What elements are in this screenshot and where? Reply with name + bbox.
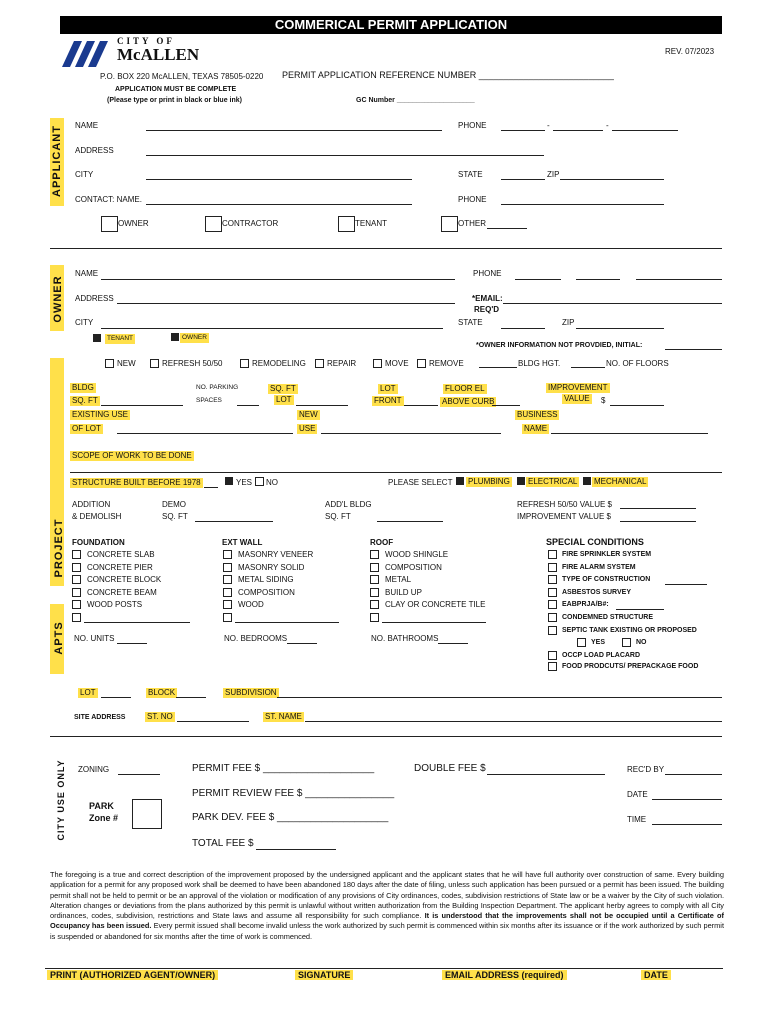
repair-checkbox[interactable]	[315, 359, 324, 368]
business-name-field[interactable]	[551, 433, 708, 434]
above-curb-label: ABOVE CURB	[442, 397, 495, 406]
bldg-sqft-field[interactable]	[101, 405, 183, 406]
owner-email-label: *EMAIL:	[472, 294, 503, 303]
addl-bldg-label: ADD'L BLDG	[325, 500, 372, 509]
septic-yes-checkbox[interactable]	[577, 638, 586, 647]
email-address-label: EMAIL ADDRESS (required)	[442, 970, 567, 980]
option-checkbox[interactable]	[72, 575, 81, 584]
gc-number-field[interactable]: GC Number ____________________	[356, 97, 475, 104]
addl-sqft-field[interactable]	[377, 521, 443, 522]
option-label: CONCRETE SLAB	[87, 550, 155, 559]
plumbing-checkbox[interactable]	[456, 477, 464, 485]
tenant-checkbox[interactable]	[338, 216, 355, 232]
bldg-hgt-field[interactable]	[479, 367, 517, 368]
type-other-label: OTHER	[458, 219, 486, 228]
ext-wall-other-checkbox[interactable]	[223, 613, 232, 622]
option-label: WOOD POSTS	[87, 600, 143, 610]
other-checkbox[interactable]	[441, 216, 458, 232]
floors-field[interactable]	[571, 367, 605, 368]
lot-label: LOT	[276, 395, 292, 404]
applicant-address-label: ADDRESS	[75, 146, 114, 155]
option-label: CONCRETE PIER	[87, 562, 153, 572]
option-checkbox[interactable]	[72, 550, 81, 559]
city-use-section-label: CITY USE ONLY	[56, 759, 66, 841]
yes-label: YES	[236, 478, 253, 487]
structure-1978-field[interactable]	[204, 487, 218, 488]
bldg-sqft-label: SQ. FT	[72, 396, 98, 405]
business-label: BUSINESS	[517, 410, 558, 419]
septic-no-checkbox[interactable]	[622, 638, 631, 647]
use-label: USE	[299, 424, 316, 433]
foundation-title: FOUNDATION	[72, 538, 125, 547]
section-divider	[50, 736, 722, 737]
refresh-value-field[interactable]	[620, 508, 696, 509]
roof-other-field[interactable]	[382, 622, 486, 623]
improvement-value-label: IMPROVEMENT VALUE $	[517, 512, 611, 521]
option-checkbox[interactable]	[223, 600, 232, 609]
mechanical-label: MECHANICAL	[594, 477, 647, 486]
structure-yes-checkbox[interactable]	[225, 477, 233, 485]
special-condition-label: CONDEMNED STRUCTURE	[562, 614, 653, 621]
food-label: FOOD PRODCUTS/ PREPACKAGE FOOD	[562, 663, 699, 670]
foundation-other-checkbox[interactable]	[72, 613, 81, 622]
demolish-label: & DEMOLISH	[72, 512, 122, 521]
applicant-city-label: CITY	[75, 170, 94, 179]
option-label: METAL	[385, 575, 412, 585]
site-lot-field[interactable]	[101, 697, 131, 698]
units-field[interactable]	[117, 643, 147, 644]
option-label: MASONRY VENEER	[238, 550, 314, 559]
logo-address: P.O. BOX 220 McALLEN, TEXAS 78505-0220	[100, 72, 264, 81]
option-checkbox[interactable]	[223, 588, 232, 597]
owner-city-label: CITY	[75, 318, 94, 327]
refresh-checkbox[interactable]	[150, 359, 159, 368]
new-use-field[interactable]	[321, 433, 501, 434]
improvement-value-total-field[interactable]	[620, 521, 696, 522]
time-field[interactable]	[652, 824, 722, 825]
date-label: DATE	[641, 970, 671, 980]
must-be-complete: APPLICATION MUST BE COMPLETE	[115, 86, 237, 93]
bathrooms-field[interactable]	[438, 643, 468, 644]
signature-line[interactable]	[45, 968, 723, 969]
owner-phone-area[interactable]	[515, 279, 561, 280]
demo-label: DEMO	[162, 500, 186, 509]
phone-dash: -	[547, 121, 550, 130]
plumbing-label: PLUMBING	[468, 477, 510, 486]
ink-instruction: (Please type or print in black or blue ink)	[107, 97, 242, 104]
of-lot-label: OF LOT	[72, 424, 101, 433]
street-number-field[interactable]	[177, 721, 249, 722]
owner-label: OWNER	[182, 334, 207, 341]
remove-checkbox[interactable]	[417, 359, 426, 368]
logo-mcallen: McALLEN	[117, 45, 200, 64]
special-conditions-title: SPECIAL CONDITIONS	[546, 537, 644, 547]
apts-section-label: APTS	[53, 621, 65, 655]
no-label: NO	[266, 478, 278, 487]
owner-address-label: ADDRESS	[75, 294, 114, 303]
owner-checkbox[interactable]	[171, 333, 179, 341]
option-checkbox[interactable]	[223, 563, 232, 572]
option-checkbox[interactable]	[370, 550, 379, 559]
new-checkbox[interactable]	[105, 359, 114, 368]
existing-use-field[interactable]	[117, 433, 293, 434]
park-fee-field[interactable]: PARK DEV. FEE $ ____________________	[192, 812, 389, 823]
option-checkbox[interactable]	[370, 575, 379, 584]
signature-label: SIGNATURE	[295, 970, 353, 980]
business-name-label: NAME	[524, 424, 548, 433]
double-fee-field[interactable]	[487, 774, 605, 775]
option-checkbox[interactable]	[370, 600, 379, 609]
owner-address-field[interactable]	[117, 303, 455, 304]
option-label: CONCRETE BLOCK	[87, 575, 162, 585]
refresh-value-label: REFRESH 50/50 VALUE $	[517, 500, 613, 509]
owner-checkbox[interactable]	[101, 216, 118, 232]
dollar-sign: $	[601, 396, 606, 405]
move-label: MOVE	[385, 359, 409, 368]
special-condition-label: ASBESTOS SURVEY	[562, 588, 631, 596]
applicant-zip-field[interactable]	[560, 179, 664, 180]
owner-phone-prefix[interactable]	[576, 279, 620, 280]
bldg-label: BLDG	[72, 383, 94, 392]
special-condition-checkbox[interactable]	[548, 563, 557, 572]
roof-title: ROOF	[370, 538, 394, 547]
option-label: COMPOSITION	[238, 587, 295, 597]
park-zone-box[interactable]	[132, 799, 162, 829]
lot-front-label: LOT	[380, 384, 396, 393]
type-owner-label: OWNER	[118, 219, 149, 228]
permit-fee-field[interactable]: PERMIT FEE $ ____________________	[192, 763, 375, 774]
septic-yes-label: YES	[591, 639, 606, 646]
parking-label: NO. PARKING	[196, 384, 239, 391]
owner-state-field[interactable]	[501, 328, 545, 329]
permit-reference-number[interactable]: PERMIT APPLICATION REFERENCE NUMBER ___________________________	[282, 70, 614, 80]
recd-by-label: REC'D BY	[627, 765, 665, 774]
tenant-checkbox[interactable]	[93, 334, 101, 342]
contact-name-field[interactable]	[146, 204, 412, 205]
septic-no-label: NO	[636, 639, 647, 646]
applicant-phone-label: PHONE	[458, 121, 487, 130]
demo-sqft-field[interactable]	[195, 521, 273, 522]
time-label: TIME	[627, 815, 647, 824]
remove-label: REMOVE	[429, 359, 464, 368]
floors-label: NO. OF FLOORS	[606, 359, 669, 368]
option-label: BUILD UP	[385, 587, 422, 597]
parking-spaces-label: SPACES	[196, 397, 222, 404]
park-zone-label: Zone #	[89, 813, 119, 823]
units-label: NO. UNITS	[74, 634, 115, 643]
total-fee-field[interactable]	[256, 849, 336, 850]
improvement-label: IMPROVEMENT	[548, 383, 608, 392]
value-label: VALUE	[564, 394, 590, 403]
print-name-label: PRINT (AUTHORIZED AGENT/OWNER)	[47, 970, 218, 980]
legal-text: The foregoing is a true and correct description of the improvement proposed by the undersigned applicant and the applicant states that he will have full authority over construction of same. Every building application for a permit for any proposed work shall be deemed to have been abandoned 180 days after the date of filing, unless such application has been pursued or a permit has been issued. The building permit shall not be held to permit or be an approval of the violation or modification of any provisions of City ordinances, codes, subdivision restrictions of State law or be a waiver by the City of such violation. Alteration changes or deviations from the plans authorized by this permit is unlawful without written authorization from the Building Inspection Department. The applicant herby agrees to comply with all City ordinances, codes, subdivision, restrictions and State laws and assume all responsibility for such compliance.	[50, 870, 724, 921]
phone-dash: -	[606, 121, 609, 130]
remodeling-checkbox[interactable]	[240, 359, 249, 368]
option-label: COMPOSITION	[385, 562, 442, 572]
option-checkbox[interactable]	[223, 575, 232, 584]
option-checkbox[interactable]	[370, 588, 379, 597]
logo-city-of: CITY OF	[117, 36, 175, 46]
bedrooms-field[interactable]	[287, 643, 317, 644]
contact-name-label: CONTACT: NAME.	[75, 195, 142, 204]
addl-sqft-label: SQ. FT	[325, 512, 351, 521]
owner-phone-label: PHONE	[473, 269, 502, 278]
contact-phone-field[interactable]	[501, 204, 664, 205]
revision: REV. 07/2023	[665, 47, 715, 56]
certificate-occupancy-note: It is understood that the improvements shall not be occupied until a Certificate of Occupancy has been issued.	[50, 911, 724, 931]
applicant-phone-prefix[interactable]	[553, 130, 603, 131]
type-tenant-label: TENANT	[355, 219, 387, 228]
double-fee-label: DOUBLE FEE $	[414, 763, 486, 774]
option-label: METAL SIDING	[238, 575, 294, 585]
electrical-checkbox[interactable]	[517, 477, 525, 485]
owner-state-label: STATE	[458, 318, 483, 327]
floor-el-label: FLOOR EL	[445, 384, 485, 393]
city-logo	[62, 37, 112, 67]
scope-of-work-label: SCOPE OF WORK TO BE DONE	[72, 451, 192, 460]
bedrooms-label: NO. BEDROOMS	[224, 634, 288, 643]
special-condition-label: EABPRJA/B#:	[562, 601, 609, 609]
review-fee-field[interactable]: PERMIT REVIEW FEE $ ________________	[192, 788, 395, 799]
construction-type-field[interactable]	[665, 584, 707, 585]
option-label: CONCRETE BEAM	[87, 587, 157, 597]
legal-statement	[50, 870, 724, 942]
scope-of-work-field[interactable]	[70, 472, 722, 473]
bathrooms-label: NO. BATHROOMS	[371, 634, 439, 643]
type-contractor-label: CONTRACTOR	[222, 219, 279, 228]
new-use-label: NEW	[299, 410, 318, 419]
roof-other-checkbox[interactable]	[370, 613, 379, 622]
park-label: PARK	[89, 801, 114, 811]
email-required-note: REQ'D	[474, 305, 500, 314]
special-condition-checkbox[interactable]	[548, 626, 557, 635]
owner-zip-label: ZIP	[562, 318, 575, 327]
applicant-state-label: STATE	[458, 170, 483, 179]
existing-use-label: EXISTING USE	[72, 410, 129, 419]
lot-sqft-field[interactable]	[296, 405, 348, 406]
owner-email-field[interactable]	[503, 303, 722, 304]
new-label: NEW	[117, 359, 136, 368]
applicant-state-field[interactable]	[501, 179, 545, 180]
special-condition-checkbox[interactable]	[548, 600, 557, 609]
owner-section-label: OWNER	[52, 275, 64, 323]
option-checkbox[interactable]	[72, 600, 81, 609]
applicant-address-field[interactable]	[146, 155, 544, 156]
owner-name-field[interactable]	[101, 279, 455, 280]
special-condition-label: FIRE ALARM SYSTEM	[562, 563, 636, 571]
applicant-phone-area[interactable]	[501, 130, 545, 131]
floor-el-field[interactable]	[492, 405, 520, 406]
section-divider	[50, 248, 722, 249]
owner-phone-line[interactable]	[636, 279, 722, 280]
mechanical-checkbox[interactable]	[583, 477, 591, 485]
owner-zip-field[interactable]	[576, 328, 664, 329]
zoning-field[interactable]	[118, 774, 160, 775]
option-label: WOOD	[238, 600, 264, 610]
structure-no-checkbox[interactable]	[255, 477, 264, 486]
special-condition-checkbox[interactable]	[548, 550, 557, 559]
option-checkbox[interactable]	[72, 588, 81, 597]
foundation-other-field[interactable]	[84, 622, 190, 623]
applicant-phone-line[interactable]	[612, 130, 678, 131]
please-select-label: PLEASE SELECT	[388, 478, 453, 487]
site-address-label: SITE ADDRESS	[74, 714, 126, 721]
option-label: WOOD SHINGLE	[385, 550, 449, 559]
electrical-label: ELECTRICAL	[528, 477, 578, 486]
zoning-label: ZONING	[78, 765, 110, 774]
form-title: COMMERICAL PERMIT APPLICATION	[60, 16, 722, 34]
subdivision-field[interactable]	[277, 697, 722, 698]
occp-label: OCCP LOAD PLACARD	[562, 652, 641, 659]
city-date-label: DATE	[627, 790, 648, 799]
city-date-field[interactable]	[652, 799, 722, 800]
front-label: FRONT	[374, 396, 402, 405]
site-block-field[interactable]	[176, 697, 206, 698]
demo-sqft-label: SQ. FT	[162, 512, 188, 521]
option-label: MASONRY SOLID	[238, 562, 305, 572]
bldg-hgt-label: BLDG HGT.	[518, 359, 561, 368]
special-condition-label: SEPTIC TANK EXISTING OR PROPOSED	[562, 626, 697, 634]
eabprja-field[interactable]	[616, 609, 664, 610]
site-lot-label: LOT	[80, 688, 96, 697]
legal-text: Every permit issued shall become invalid unless the work authorized by such permit is commenced within six months after its issuance or if the work authorized by such permit is suspended or abandoned for six months after the time of work is commenced.	[50, 921, 724, 941]
site-block-label: BLOCK	[148, 688, 176, 697]
applicant-zip-label: ZIP	[547, 170, 560, 179]
applicant-city-field[interactable]	[146, 179, 412, 180]
owner-initial-note: *OWNER INFORMATION NOT PROVDIED, INITIAL:	[476, 342, 643, 349]
remodeling-label: REMODELING	[252, 359, 306, 368]
lot-sqft-label: SQ. FT	[270, 384, 296, 393]
lot-front-field[interactable]	[404, 405, 438, 406]
special-condition-label: FIRE SPRINKLER SYSTEM	[562, 551, 652, 558]
street-name-label: ST. NAME	[265, 712, 302, 721]
refresh-label: REFRESH 50/50	[162, 359, 223, 368]
structure-1978-label: STRUCTURE BUILT BEFORE 1978	[72, 478, 201, 487]
option-label: CLAY OR CONCRETE TILE	[385, 600, 486, 610]
option-checkbox[interactable]	[223, 550, 232, 559]
applicant-name-field[interactable]	[146, 130, 442, 131]
special-condition-checkbox[interactable]	[548, 613, 557, 622]
owner-city-field[interactable]	[101, 328, 443, 329]
special-condition-checkbox[interactable]	[548, 575, 557, 584]
applicant-section-label: APPLICANT	[51, 125, 63, 197]
total-fee-label: TOTAL FEE $	[192, 838, 254, 849]
improvement-value-field[interactable]	[610, 405, 664, 406]
street-name-field[interactable]	[305, 721, 722, 722]
move-checkbox[interactable]	[373, 359, 382, 368]
parking-field[interactable]	[237, 405, 259, 406]
food-checkbox[interactable]	[548, 662, 557, 671]
option-checkbox[interactable]	[370, 563, 379, 572]
owner-initial-field[interactable]	[665, 349, 722, 350]
option-checkbox[interactable]	[72, 563, 81, 572]
street-number-label: ST. NO	[147, 712, 173, 721]
contractor-checkbox[interactable]	[205, 216, 222, 232]
ext-wall-other-field[interactable]	[235, 622, 339, 623]
tenant-label: TENANT	[107, 335, 133, 342]
special-condition-checkbox[interactable]	[548, 588, 557, 597]
contact-phone-label: PHONE	[458, 195, 487, 204]
special-condition-label: TYPE OF CONSTRUCTION	[562, 576, 651, 584]
occp-checkbox[interactable]	[548, 651, 557, 660]
owner-name-label: NAME	[75, 269, 99, 278]
recd-by-field[interactable]	[665, 774, 722, 775]
project-section-label: PROJECT	[53, 518, 65, 578]
subdivision-label: SUBDIVISION	[225, 688, 277, 697]
other-field[interactable]	[487, 228, 527, 229]
repair-label: REPAIR	[327, 359, 357, 368]
addition-label: ADDITION	[72, 500, 111, 509]
applicant-name-label: NAME	[75, 121, 99, 130]
ext-wall-title: EXT WALL	[222, 538, 263, 547]
